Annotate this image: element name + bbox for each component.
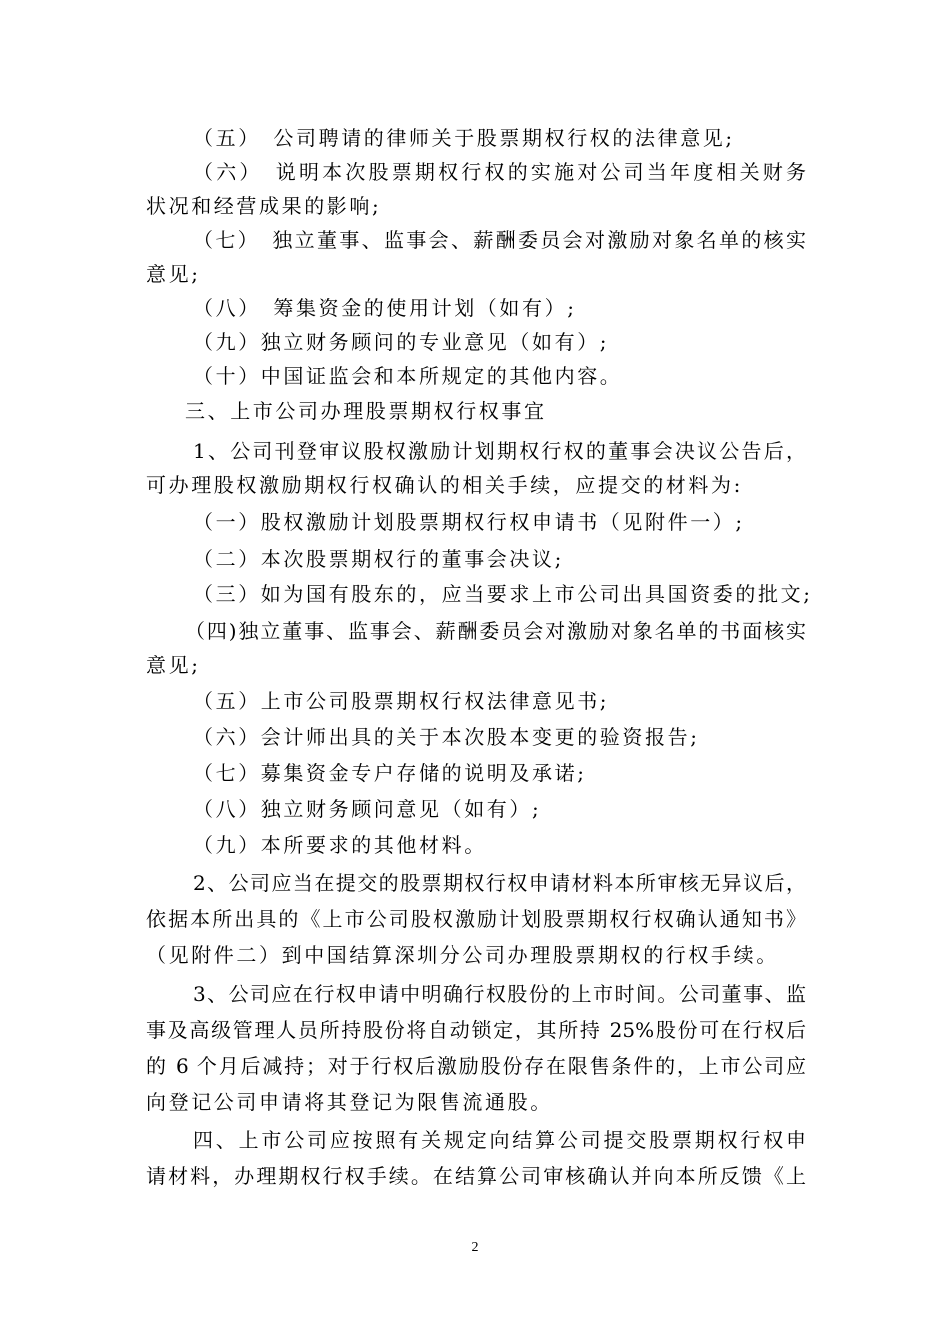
paragraph-line: （八）独立财务顾问意见（如有）; xyxy=(193,797,542,821)
paragraph-line: 意见; xyxy=(146,653,201,677)
paragraph-line: 的 6 个月后减持；对于行权后激励股份存在限售条件的，上市公司应 xyxy=(146,1054,806,1078)
page-number: 2 xyxy=(471,1240,479,1255)
paragraph-line: 状况和经营成果的影响; xyxy=(146,194,382,218)
paragraph-line: 依据本所出具的《上市公司股权激励计划股票期权行权确认通知书》 xyxy=(146,907,806,931)
paragraph-line: 事及高级管理人员所持股份将自动锁定，其所持 25%股份可在行权后 xyxy=(146,1018,806,1042)
paragraph-line: （三）如为国有股东的，应当要求上市公司出具国资委的批文; xyxy=(193,582,813,606)
paragraph-line: （见附件二）到中国结算深圳分公司办理股票期权的行权手续。 xyxy=(146,943,779,967)
paragraph-line: （八） 筹集资金的使用计划（如有）; xyxy=(193,296,577,320)
paragraph-line: （二）本次股票期权行的董事会决议; xyxy=(193,547,564,571)
paragraph-line: 意见; xyxy=(146,262,201,286)
paragraph-line: 1、公司刊登审议股权激励计划期权行权的董事会决议公告后， xyxy=(193,439,806,463)
paragraph-line: （七） 独立董事、监事会、薪酬委员会对激励对象名单的核实 xyxy=(193,228,806,252)
paragraph-line: （九）本所要求的其他材料。 xyxy=(193,833,487,857)
paragraph-line: 3、公司应在行权申请中明确行权股份的上市时间。公司董事、监 xyxy=(193,982,806,1006)
paragraph-line: 向登记公司申请将其登记为限售流通股。 xyxy=(146,1090,553,1114)
paragraph-line: 可办理股权激励期权行权确认的相关手续，应提交的材料为: xyxy=(146,473,743,497)
paragraph-line: 四、上市公司应按照有关规定向结算公司提交股票期权行权申 xyxy=(193,1128,806,1152)
paragraph-line: （六）会计师出具的关于本次股本变更的验资报告; xyxy=(193,725,700,749)
paragraph-line: （五）上市公司股票期权行权法律意见书; xyxy=(193,689,610,713)
section-heading: 三、上市公司办理股票期权行权事宜 xyxy=(185,399,547,423)
paragraph-line: （一）股权激励计划股票期权行权申请书（见附件一）; xyxy=(193,510,745,534)
paragraph-line: （四)独立董事、监事会、薪酬委员会对激励对象名单的书面核实 xyxy=(185,619,806,643)
paragraph-line: （七）募集资金专户存储的说明及承诺; xyxy=(193,761,587,785)
paragraph-line: 2、公司应当在提交的股票期权行权申请材料本所审核无异议后， xyxy=(193,871,806,895)
paragraph-line: （十）中国证监会和本所规定的其他内容。 xyxy=(193,364,623,388)
paragraph-line: （九）独立财务顾问的专业意见（如有）; xyxy=(193,330,610,354)
paragraph-line: （五） 公司聘请的律师关于股票期权行权的法律意见; xyxy=(193,126,735,150)
paragraph-line: （六） 说明本次股票期权行权的实施对公司当年度相关财务 xyxy=(193,160,806,184)
paragraph-line: 请材料，办理期权行权手续。在结算公司审核确认并向本所反馈《上 xyxy=(146,1164,806,1188)
